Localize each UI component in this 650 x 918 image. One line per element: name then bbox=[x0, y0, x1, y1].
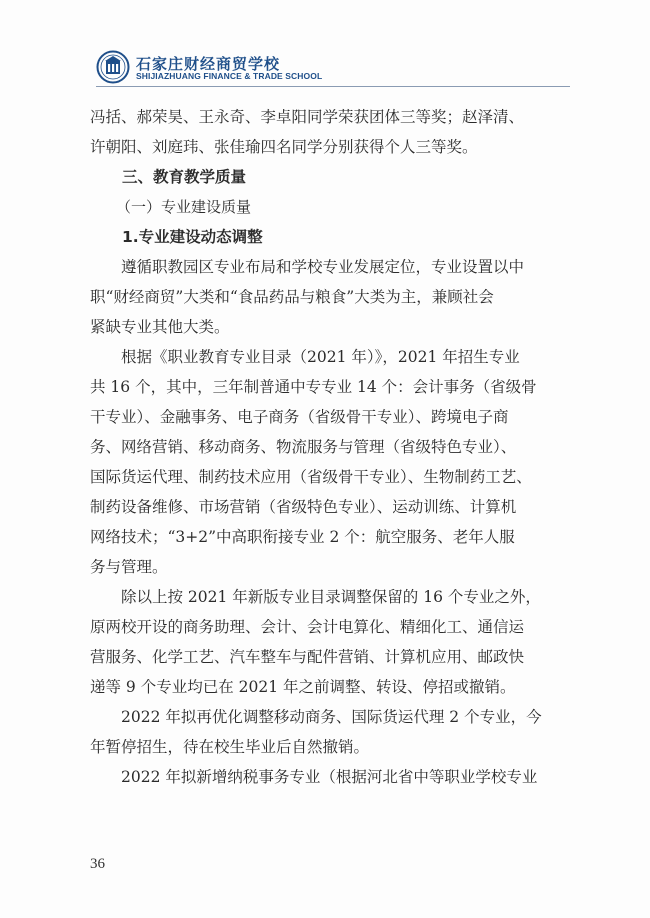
body-text bbox=[90, 102, 560, 792]
paragraph-line: 2022 年拟新增纳税事务专业（根据河北省中等职业学校专业 bbox=[121, 768, 538, 786]
paragraph-line: 制药设备维修、市场营销（省级特色专业）、运动训练、计算机 bbox=[90, 498, 517, 516]
paragraph-line: 2022 年拟再优化调整移动商务、国际货运代理 2 个专业，今 bbox=[121, 708, 542, 726]
text-line: 冯括、郝荣昊、王永奇、李卓阳同学荣获团体三等奖；赵泽清、 bbox=[90, 108, 525, 126]
paragraph-line: 年暂停招生，待在校生毕业后自然撤销。 bbox=[90, 738, 370, 756]
paragraph-line: 职“财经商贸”大类和“食品药品与粮食”大类为主，兼顾社会 bbox=[90, 288, 494, 306]
paragraph-line: 除以上按 2021 年新版专业目录调整保留的 16 个专业之外， bbox=[121, 588, 541, 606]
section-heading: 三、教育教学质量 bbox=[122, 168, 247, 186]
paragraph-line: 国际货运代理、制药技术应用（省级骨干专业）、生物制药工艺、 bbox=[90, 468, 532, 486]
paragraph-line: 共 16 个，其中，三年制普通中专专业 14 个：会计事务（省级骨 bbox=[90, 378, 537, 396]
paragraph-line: 根据《职业教育专业目录（2021 年）》，2021 年招生专业 bbox=[121, 348, 520, 366]
paragraph-line: 紧缺专业其他大类。 bbox=[90, 318, 230, 336]
paragraph-line: 务与管理。 bbox=[90, 558, 168, 576]
school-name-en: SHIJIAZHUANG FINANCE & TRADE SCHOOL bbox=[136, 71, 323, 81]
paragraph-line: 干专业）、金融事务、电子商务（省级骨干专业）、跨境电子商 bbox=[90, 408, 509, 426]
paragraph-line: 网络技术；“3+2”中高职衔接专业 2 个：航空服务、老年人服 bbox=[90, 528, 515, 546]
text-line: 许朝阳、刘庭玮、张佳瑜四名同学分别获得个人三等奖。 bbox=[90, 138, 478, 156]
paragraph-line: 营服务、化学工艺、汽车整车与配件营销、计算机应用、邮政快 bbox=[90, 648, 525, 666]
header-divider bbox=[96, 86, 570, 87]
item-heading: 1.专业建设动态调整 bbox=[122, 228, 263, 246]
paragraph-line: 务、网络营销、移动商务、物流服务与管理（省级特色专业）、 bbox=[90, 438, 517, 456]
paragraph-line: 遵循职教园区专业布局和学校专业发展定位，专业设置以中 bbox=[121, 258, 525, 276]
school-name-cn: 石家庄财经商贸学校 bbox=[136, 55, 281, 73]
page-header bbox=[96, 50, 570, 86]
school-logo-icon bbox=[96, 50, 130, 84]
paragraph-line: 原两校开设的商务助理、会计、会计电算化、精细化工、通信运 bbox=[90, 618, 525, 636]
subsection-heading: （一）专业建设质量 bbox=[116, 198, 252, 216]
paragraph-line: 递等 9 个专业均已在 2021 年之前调整、转设、停招或撤销。 bbox=[90, 678, 516, 696]
page-number: 36 bbox=[90, 856, 105, 872]
